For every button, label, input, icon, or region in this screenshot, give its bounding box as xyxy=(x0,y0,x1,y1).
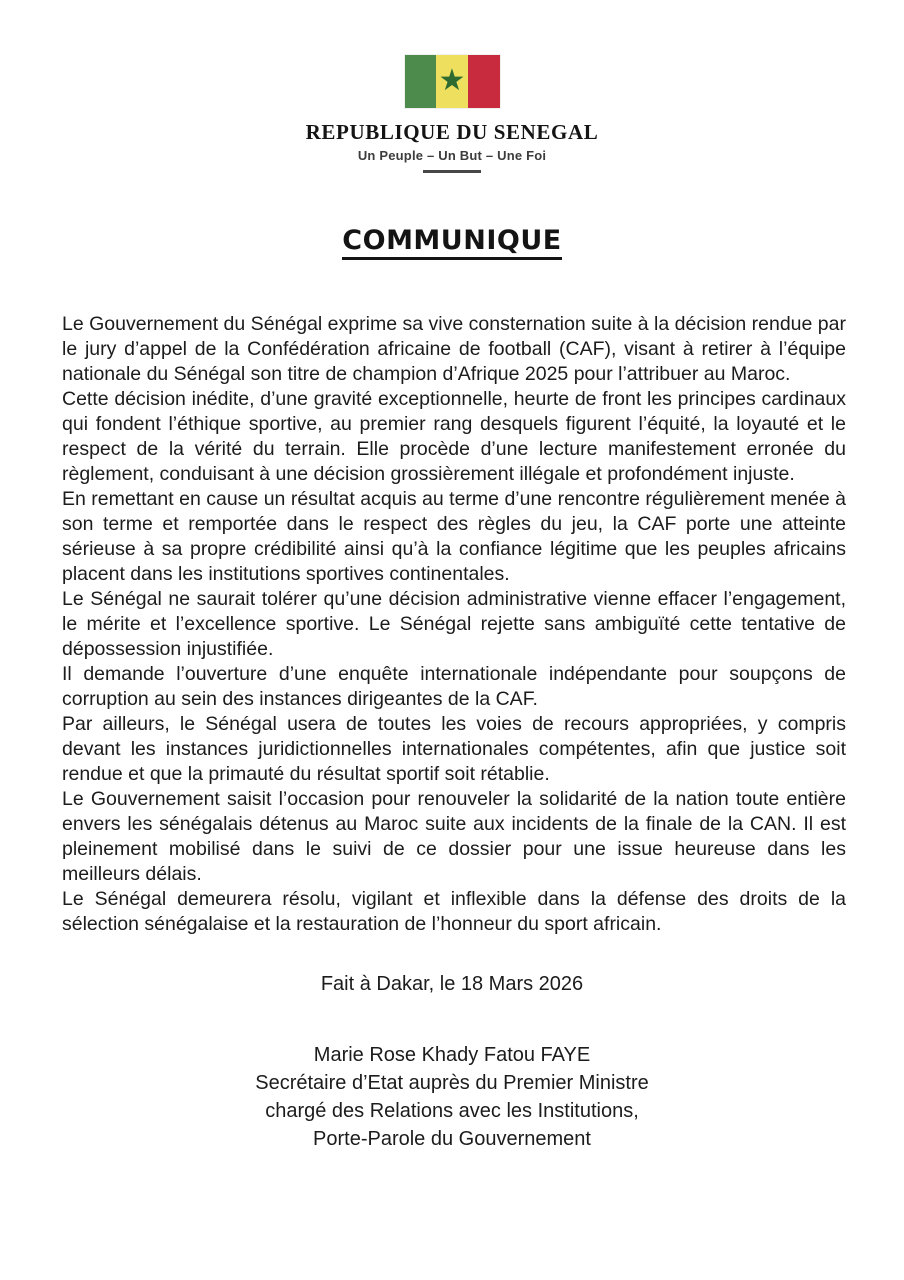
flag-red-stripe xyxy=(468,55,500,108)
country-name: REPUBLIQUE DU SENEGAL xyxy=(305,120,599,144)
title-wrap xyxy=(0,225,904,260)
signature-line: Marie Rose Khady Fatou FAYE xyxy=(313,1044,591,1066)
body-text xyxy=(62,312,846,937)
letterhead xyxy=(0,0,904,173)
motto-divider xyxy=(423,170,481,173)
flag-star-icon: ★ xyxy=(438,62,466,98)
national-motto: Un Peuple – Un But – Une Foi xyxy=(357,148,547,163)
body-paragraph: Le Sénégal ne saurait tolérer qu’une décision administrative vienne effacer l’engagement, le mérite et l’excellence sportive. Le Sénégal rejette sans ambiguïté cette tentative de dépossession injustifiée. xyxy=(62,588,846,660)
signature-line: chargé des Relations avec les Institutions, xyxy=(265,1100,639,1122)
senegal-flag-icon xyxy=(405,55,500,108)
signature-block xyxy=(0,1041,904,1153)
flag-yellow-stripe xyxy=(436,55,468,108)
body-paragraph: Le Gouvernement saisit l’occasion pour renouveler la solidarité de la nation toute entière envers les sénégalais détenus au Maroc suite aux incidents de la finale de la CAN. Il est pleinement mobilisé dans le suivi de ce dossier pour une issue heureuse dans les meilleurs délais. xyxy=(62,788,846,885)
body-paragraph: Le Sénégal demeurera résolu, vigilant et inflexible dans la défense des droits de la sélection sénégalaise et la restauration de l’honneur du sport africain. xyxy=(62,888,846,935)
body-paragraph: Le Gouvernement du Sénégal exprime sa vive consternation suite à la décision rendue par le jury d’appel de la Confédération africaine de football (CAF), visant à retirer à l’équipe nationale du Sénégal son titre de champion d’Afrique 2025 pour l’attribuer au Maroc. xyxy=(62,313,846,385)
body-paragraph: Cette décision inédite, d’une gravité exceptionnelle, heurte de front les principes cardinaux qui fondent l’éthique sportive, au premier rang desquels figurent l’équité, la loyauté et le respect de la vérité du terrain. Elle procède d’une lecture manifestement erronée du règlement, conduisant à une décision grossièrement illégale et profondément injuste. xyxy=(62,388,846,485)
flag-green-stripe xyxy=(405,55,437,108)
signature-line: Secrétaire d’Etat auprès du Premier Ministre xyxy=(255,1072,649,1094)
dateline: Fait à Dakar, le 18 Mars 2026 xyxy=(320,973,584,995)
body-paragraph: En remettant en cause un résultat acquis au terme d’une rencontre régulièrement menée à son terme et remportée dans le respect des règles du jeu, la CAF porte une atteinte sérieuse à sa propre crédibilité ainsi qu’à la confiance légitime que les peuples africains placent dans les institutions sportives continentales. xyxy=(62,488,846,585)
body-paragraph: Il demande l’ouverture d’une enquête internationale indépendante pour soupçons de corruption au sein des instances dirigeantes de la CAF. xyxy=(62,663,846,710)
document-title: COMMUNIQUE xyxy=(342,225,561,260)
body-paragraph: Par ailleurs, le Sénégal usera de toutes les voies de recours appropriées, y compris devant les instances juridictionnelles internationales compétentes, afin que justice soit rendue et que la primauté du résultat sportif soit rétablie. xyxy=(62,713,846,785)
signature-line: Porte-Parole du Gouvernement xyxy=(313,1128,591,1150)
